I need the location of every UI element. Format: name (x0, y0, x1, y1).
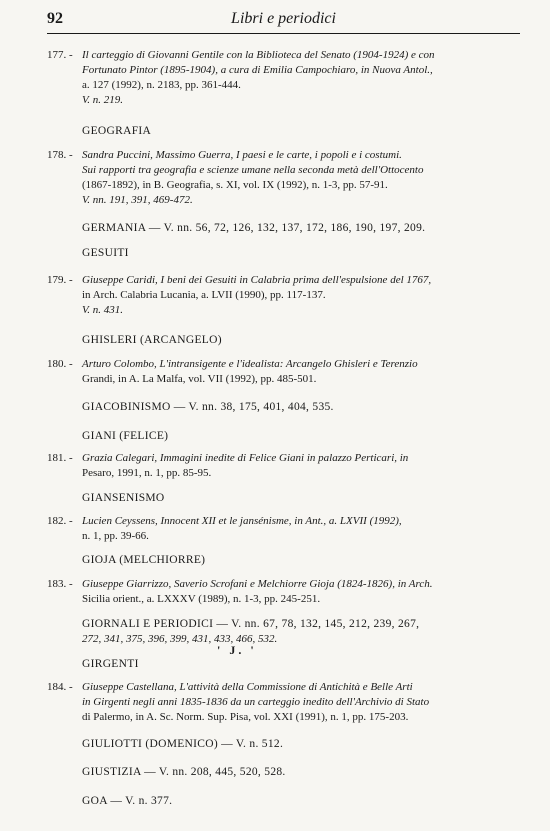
entry-177 (47, 48, 520, 108)
entry-line: Sandra Puccini, Massimo Guerra, I paesi e le carte, i popoli e i costumi. (82, 149, 402, 161)
section-heading-giustizia: GIUSTIZIA — V. nn. 208, 445, 520, 528. (82, 766, 286, 778)
entry-line: a. 127 (1992), n. 2183, pp. 361-444. (82, 79, 241, 91)
entry-number: 184. - (47, 681, 73, 693)
entry-line: Giuseppe Giarrizzo, Saverio Scrofani e Melchiorre Gioja (1824-1826), in Arch. (82, 578, 433, 590)
cross-reference: V. nn. 191, 391, 469-472. (82, 194, 193, 206)
entry-number: 182. - (47, 515, 73, 527)
stray-marks: ' J. ' (217, 643, 257, 657)
entry-line: Fortunato Pintor (1895-1904), a cura di Emilia Campochiaro, in Nuova Antol., (82, 64, 433, 76)
running-title: Libri e periodici (231, 10, 336, 27)
page-number: 92 (47, 10, 63, 27)
entry-line: in Girgenti negli anni 1835-1836 da un carteggio inedito dell'Archivio di Stato (82, 696, 430, 708)
entry-number: 183. - (47, 578, 73, 590)
section-heading-giornali: GIORNALI E PERIODICI — V. nn. 67, 78, 132, 145, 212, 239, 267, (82, 618, 420, 630)
entry-line: Grandi, in A. La Malfa, vol. VII (1992), pp. 485-501. (82, 373, 317, 385)
section-heading-geografia: GEOGRAFIA (82, 125, 152, 137)
section-heading-germania: GERMANIA — V. nn. 56, 72, 126, 132, 137, 172, 186, 190, 197, 209. (82, 222, 426, 234)
section-heading-girgenti: GIRGENTI (82, 658, 139, 670)
page-header (47, 10, 520, 34)
entry-number: 177. - (47, 49, 73, 61)
section-heading-giani: GIANI (FELICE) (82, 430, 169, 442)
header-rule (47, 33, 520, 34)
section-heading-giuliotti: GIULIOTTI (DOMENICO) — V. n. 512. (82, 738, 284, 750)
entry-line: n. 1, pp. 39-66. (82, 530, 149, 542)
entry-line: (1867-1892), in B. Geografia, s. XI, vol. IX (1992), n. 1-3, pp. 57-91. (82, 179, 388, 191)
section-heading-giacobinismo: GIACOBINISMO — V. nn. 38, 175, 401, 404, 535. (82, 401, 334, 413)
entry-178 (47, 148, 520, 208)
entry-number: 179. - (47, 274, 73, 286)
entry-184 (47, 680, 520, 725)
entry-line: in Arch. Calabria Lucania, a. LVII (1990), pp. 117-137. (82, 289, 326, 301)
entry-number: 181. - (47, 452, 73, 464)
section-heading-gioja: GIOJA (MELCHIORRE) (82, 554, 206, 566)
entry-line: Arturo Colombo, L'intransigente e l'idealista: Arcangelo Ghisleri e Terenzio (82, 358, 418, 370)
entry-179 (47, 273, 520, 318)
section-heading-ghisleri: GHISLERI (ARCANGELO) (82, 334, 222, 346)
entry-line: Sicilia orient., a. LXXXV (1989), n. 1-3, pp. 245-251. (82, 593, 321, 605)
cross-reference: 272, 341, 375, 396, 399, 431, 433, 466, 532. (82, 633, 278, 645)
cross-reference: V. n. 219. (82, 94, 124, 106)
cross-reference: V. n. 431. (82, 304, 124, 316)
entry-number: 180. - (47, 358, 73, 370)
entry-line: di Palermo, in A. Sc. Norm. Sup. Pisa, vol. XXI (1991), n. 1, pp. 175-203. (82, 711, 409, 723)
entry-line: Grazia Calegari, Immagini inedite di Felice Giani in palazzo Perticari, in (82, 452, 409, 464)
entry-line: Lucien Ceyssens, Innocent XII et le jansénisme, in Ant., a. LXVII (1992), (82, 515, 402, 527)
entry-line: Il carteggio di Giovanni Gentile con la Biblioteca del Senato (1904-1924) e con (82, 49, 435, 61)
section-heading-goa: GOA — V. n. 377. (82, 795, 173, 807)
section-heading-giansenismo: GIANSENISMO (82, 492, 165, 504)
entry-line: Pesaro, 1991, n. 1, pp. 85-95. (82, 467, 212, 479)
entry-line: Giuseppe Caridi, I beni dei Gesuiti in Calabria prima dell'espulsione del 1767, (82, 274, 432, 286)
entry-180 (47, 357, 520, 387)
entry-182 (47, 514, 520, 544)
entry-line: Giuseppe Castellana, L'attività della Commissione di Antichità e Belle Arti (82, 681, 413, 693)
entry-181 (47, 451, 520, 481)
section-heading-gesuiti: GESUITI (82, 247, 129, 259)
entry-number: 178. - (47, 149, 73, 161)
entry-line: Sui rapporti tra geografia e scienze umane nella seconda metà dell'Ottocento (82, 164, 424, 176)
entry-183 (47, 577, 520, 607)
